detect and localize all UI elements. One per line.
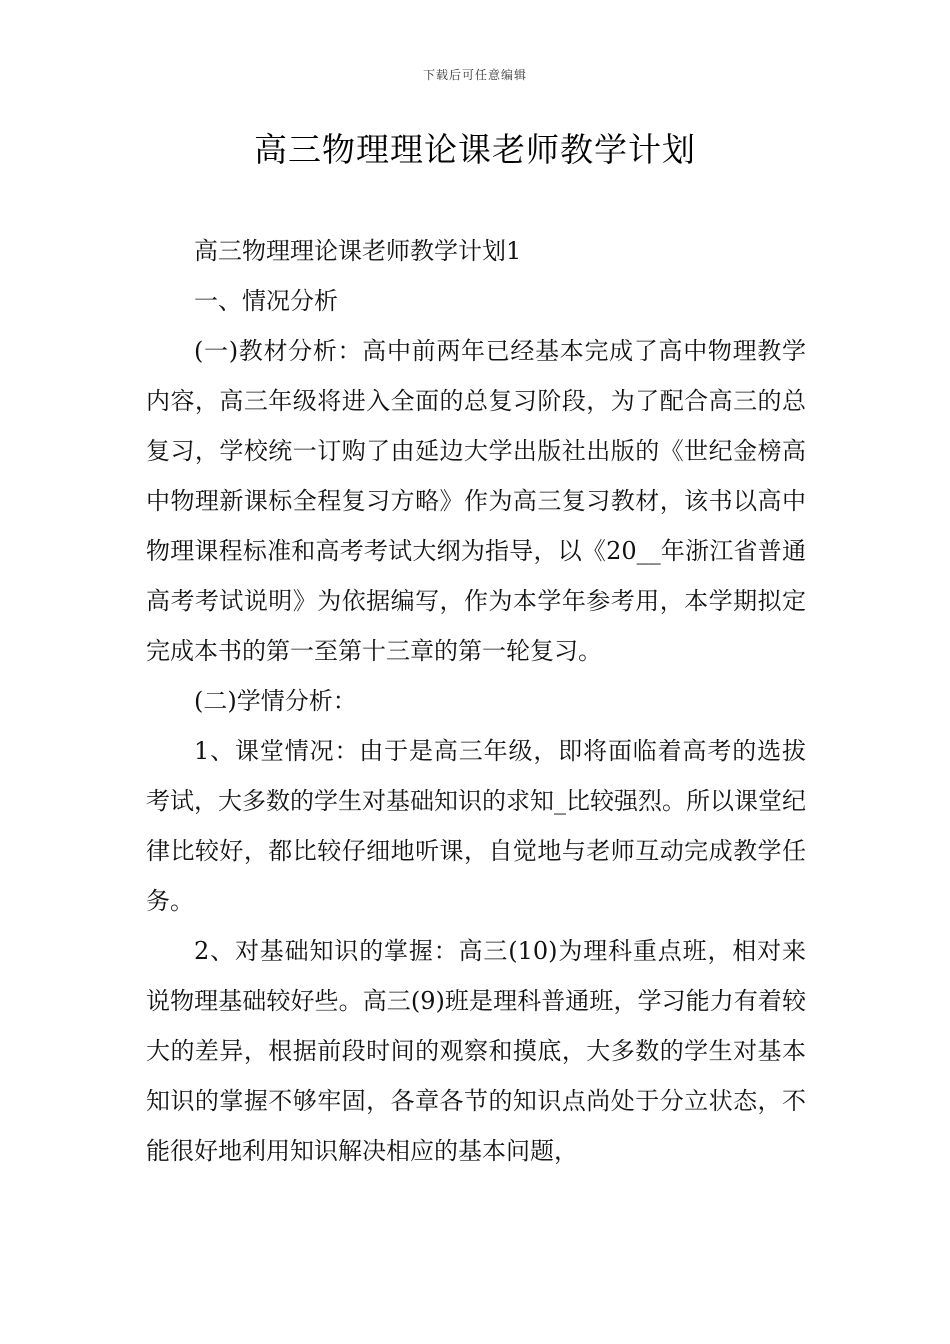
paragraph-student-analysis-heading: (二)学情分析： xyxy=(194,687,357,715)
paragraph-classroom-situation: 1、课堂情况：由于是高三年级，即将面临着高考的选拔考试，大多数的学生对基础知识的求知_比较强烈。所以课堂纪律比较好，都比较仔细地听课，自觉地与老师互动完成教学任务。 xyxy=(146,737,806,915)
paragraph-textbook-analysis: (一)教材分析：高中前两年已经基本完成了高中物理教学内容，高三年级将进入全面的总复习阶段，为了配合高三的总复习，学校统一订购了由延边大学出版社出版的《世纪金榜高中物理新课标全程复习方略》作为高三复习教材，该书以高中物理课程标准和高考考试大纲为指导，以《20__年浙江省普通高考考试说明》为依据编写，作为本学年参考用，本学期拟定完成本书的第一至第十三章的第一轮复习。 xyxy=(146,337,806,665)
paragraph-subtitle: 高三物理理论课老师教学计划1 xyxy=(194,237,522,265)
paragraph-section-heading: 一、情况分析 xyxy=(194,287,338,315)
document-title: 高三物理理论课老师教学计划 xyxy=(254,130,696,169)
header-note: 下载后可任意编辑 xyxy=(422,68,527,82)
document-body xyxy=(146,226,806,1176)
paragraph-basic-knowledge: 2、对基础知识的掌握：高三(10)为理科重点班，相对来说物理基础较好些。高三(9)班是理科普通班，学习能力有着较大的差异，根据前段时间的观察和摸底，大多数的学生对基本知识的掌握不够牢固，各章各节的知识点尚处于分立状态，不能很好地利用知识解决相应的基本问题， xyxy=(146,937,806,1165)
